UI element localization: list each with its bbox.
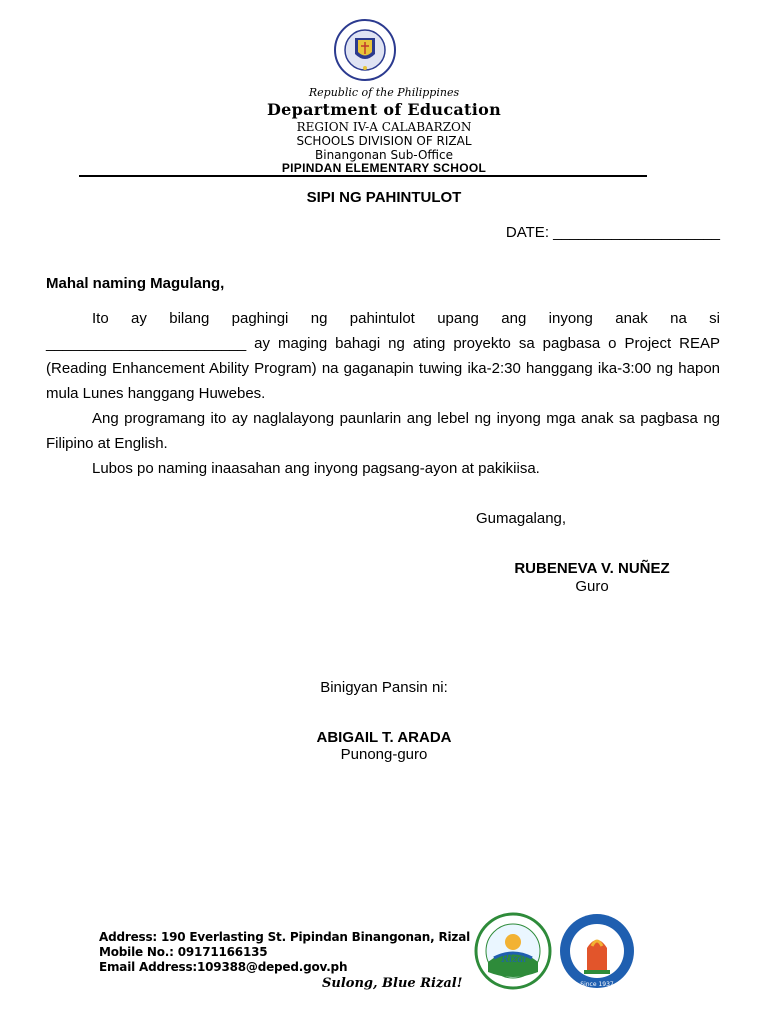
body-paragraph-3: Lubos po naming inaasahan ang inyong pagsang-ayon at pakikiisa. (92, 460, 540, 477)
footer-mobile: Mobile No.: 09171166135 (99, 945, 268, 959)
footer-email: Email Address:109388@deped.gov.ph (99, 960, 348, 974)
school-logo-icon (556, 912, 638, 990)
header-school-name: PIPINDAN ELEMENTARY SCHOOL (281, 161, 487, 175)
teacher-name: RUBENEVA V. NUÑEZ (514, 560, 670, 577)
header-republic: Republic of the Philippines (308, 86, 460, 99)
body-paragraph-1: Ito ay bilang paghingi ng pahintulot upang ang inyong anak na si ________________________ ay maging bahagi ng ating proyekto sa pagbasa o Project REAP (Reading Enhancement Ability Program) na gaganapin tuwing ika-2:30 hanggang ika-3:00 ng hapon mula Lunes hanggang Huwebes. (46, 310, 720, 402)
deped-seal-icon (328, 18, 402, 82)
footer-slogan: Sulong, Blue Rizal! (322, 976, 463, 991)
principal-name: ABIGAIL T. ARADA (316, 729, 452, 746)
header-region: REGION IV-A CALABARZON (296, 120, 472, 134)
body-paragraph-2: Ang programang ito ay naglalayong paunlarin ang lebel ng inyong mga anak sa pagbasa ng Filipino at English. (46, 410, 720, 452)
header-department: Department of Education (266, 100, 502, 119)
rizal-division-logo-icon (474, 912, 552, 990)
header-divider (79, 175, 647, 177)
noted-by-label: Binigyan Pansin ni: (320, 679, 448, 696)
closing: Gumagalang, (476, 510, 567, 527)
salutation: Mahal naming Magulang, (46, 275, 225, 292)
header-sub-office: Binangonan Sub-Office (315, 148, 453, 162)
document-title: SIPI NG PAHINTULOT (306, 189, 462, 206)
letter-body (46, 306, 720, 481)
footer-contact (99, 930, 470, 975)
teacher-title: Guro (575, 578, 609, 595)
footer-address: Address: 190 Everlasting St. Pipindan Binangonan, Rizal (99, 930, 471, 944)
principal-title: Punong-guro (340, 746, 428, 763)
svg-text:Rizal: Rizal (501, 954, 527, 965)
svg-text:Since 1937: Since 1937 (580, 981, 614, 988)
date-line: DATE: ____________________ (505, 224, 720, 241)
header-division: SCHOOLS DIVISION OF RIZAL (296, 134, 472, 148)
